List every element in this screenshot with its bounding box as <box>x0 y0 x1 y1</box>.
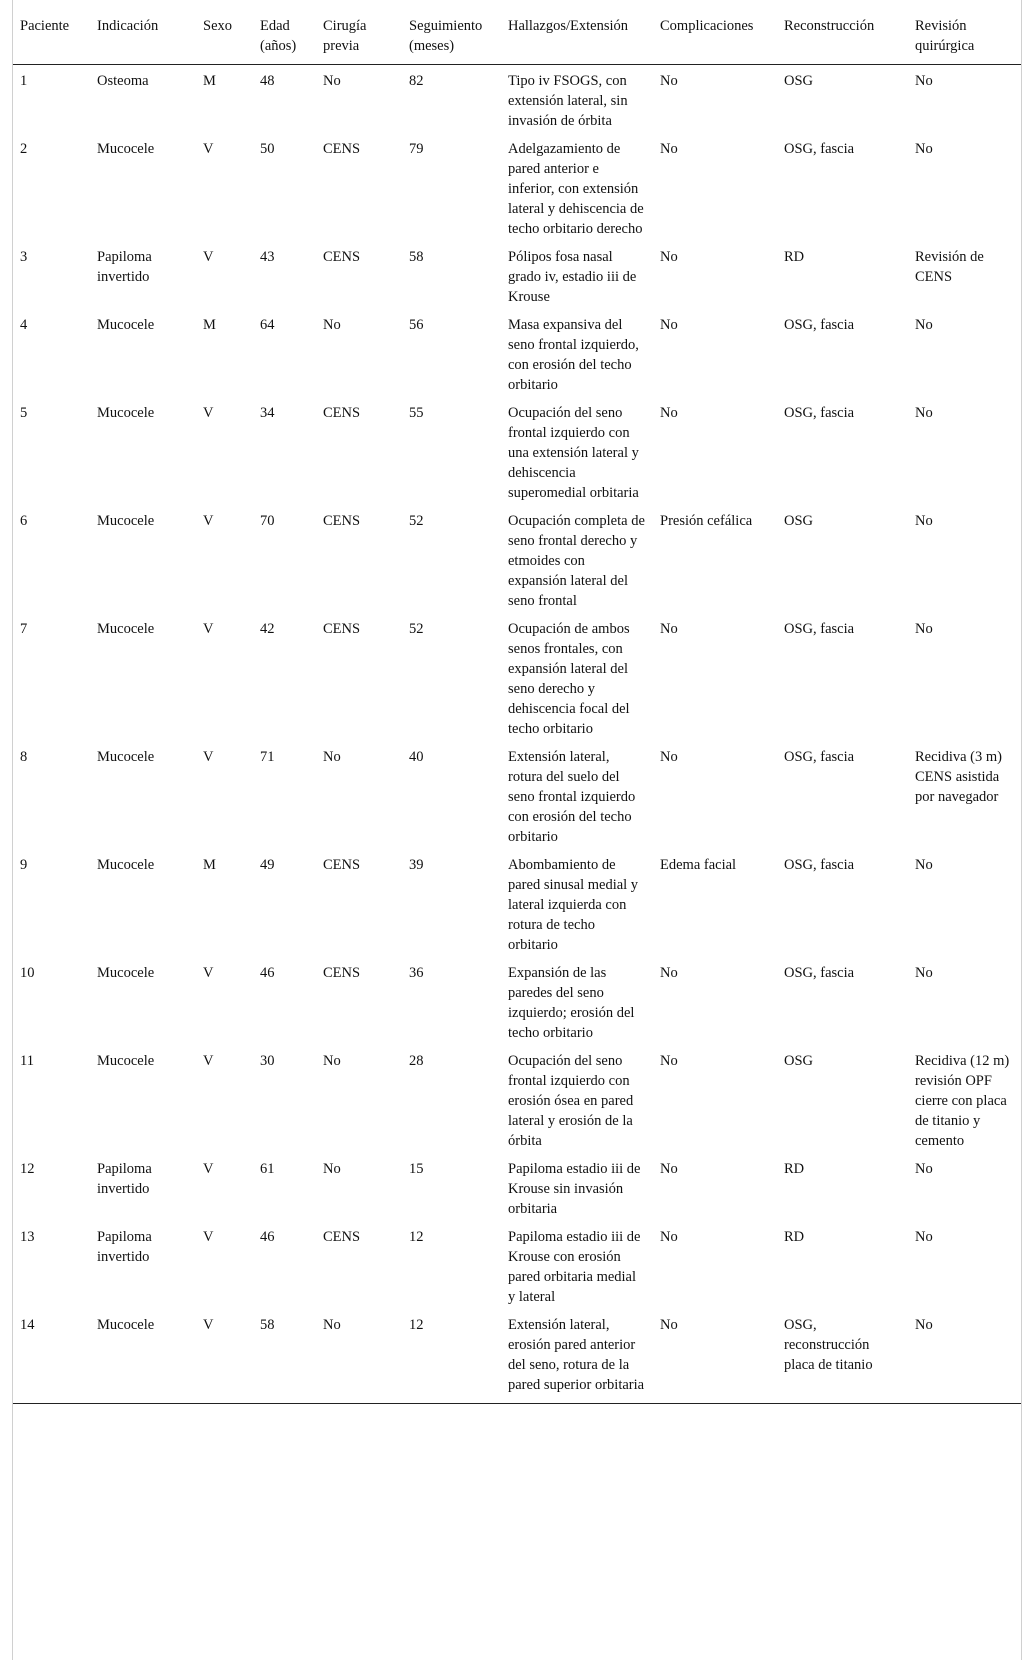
cell-seguimiento: 56 <box>409 317 424 333</box>
cell-sexo: V <box>203 1229 214 1245</box>
cell-revision: Recidiva (3 m) CENS asistida por navegador <box>915 749 1002 805</box>
cell-indicacion: Mucocele <box>97 621 155 637</box>
table-row <box>12 397 1022 505</box>
cell-revision: No <box>915 621 933 637</box>
cell-sexo: V <box>203 1053 214 1069</box>
cell-indicacion: Mucocele <box>97 1053 155 1069</box>
col-header-sexo: Sexo <box>195 0 252 65</box>
cell-reconstruccion: OSG <box>784 1053 814 1069</box>
cell-indicacion: Mucocele <box>97 513 155 529</box>
cell-reconstruccion: OSG, fascia <box>784 749 855 765</box>
cell-paciente: 6 <box>20 513 28 529</box>
cell-complicaciones: No <box>660 749 678 765</box>
cell-edad: 42 <box>260 621 275 637</box>
cell-cirugia: CENS <box>323 513 361 529</box>
cell-complicaciones: No <box>660 1161 678 1177</box>
cell-seguimiento: 15 <box>409 1161 424 1177</box>
cell-complicaciones: No <box>660 73 678 89</box>
cell-edad: 50 <box>260 141 275 157</box>
cell-paciente: 14 <box>12 1309 89 1404</box>
cell-edad: 64 <box>260 317 275 333</box>
cell-complicaciones: No <box>660 249 678 265</box>
cell-cirugia: CENS <box>323 1229 361 1245</box>
cell-sexo: V <box>195 1309 252 1404</box>
cell-edad: 49 <box>260 857 275 873</box>
cell-sexo: M <box>203 73 216 89</box>
cell-complicaciones: No <box>660 1229 678 1245</box>
cell-edad: 30 <box>260 1053 275 1069</box>
cell-hallazgos: Masa expansiva del seno frontal izquierdo, con erosión del techo orbitario <box>508 317 639 393</box>
cell-hallazgos: Adelgazamiento de pared anterior e inferior, con extensión lateral y dehiscencia de techo orbitario derecho <box>508 141 644 237</box>
cell-indicacion: Mucocele <box>97 749 155 765</box>
cell-cirugia: No <box>323 317 341 333</box>
table-row <box>12 241 1022 309</box>
cell-edad: 46 <box>260 965 275 981</box>
cell-seguimiento: 12 <box>409 1229 424 1245</box>
cell-revision: No <box>915 1229 933 1245</box>
cell-cirugia: No <box>323 749 341 765</box>
table-row <box>12 613 1022 741</box>
table-row <box>12 309 1022 397</box>
cell-seguimiento: 52 <box>409 621 424 637</box>
table-row <box>12 133 1022 241</box>
cell-sexo: V <box>203 405 214 421</box>
cell-edad: 61 <box>260 1161 275 1177</box>
cell-hallazgos: Expansión de las paredes del seno izquierdo; erosión del techo orbitario <box>508 965 635 1041</box>
cell-revision: Revisión de CENS <box>915 249 984 285</box>
table-row <box>12 505 1022 613</box>
cell-complicaciones: No <box>660 405 678 421</box>
cell-edad: 58 <box>252 1309 315 1404</box>
cell-seguimiento: 55 <box>409 405 424 421</box>
cell-revision: No <box>915 1161 933 1177</box>
col-header-edad: Edad (años) <box>252 0 315 65</box>
cell-cirugia: No <box>315 1309 401 1404</box>
cell-indicacion: Osteoma <box>97 73 149 89</box>
table-row <box>12 1309 1022 1404</box>
cell-reconstruccion: OSG, fascia <box>784 965 855 981</box>
cell-indicacion: Papiloma invertido <box>97 1161 152 1197</box>
cell-paciente: 7 <box>20 621 28 637</box>
cell-complicaciones: No <box>660 317 678 333</box>
cell-paciente: 9 <box>20 857 28 873</box>
cell-edad: 46 <box>260 1229 275 1245</box>
cell-cirugia: CENS <box>323 405 361 421</box>
cell-paciente: 13 <box>20 1229 35 1245</box>
cell-hallazgos: Papiloma estadio iii de Krouse con erosión pared orbitaria medial y lateral <box>508 1229 641 1305</box>
cell-complicaciones: No <box>660 965 678 981</box>
cell-reconstruccion: OSG <box>784 73 814 89</box>
cell-hallazgos: Ocupación del seno frontal izquierdo con erosión ósea en pared lateral y erosión de la órbita <box>508 1053 634 1149</box>
table-row <box>12 1221 1022 1309</box>
cell-hallazgos: Extensión lateral, rotura del suelo del seno frontal izquierdo con erosión del techo orbitario <box>508 749 636 845</box>
cell-seguimiento: 52 <box>409 513 424 529</box>
col-header-revision: Revisión quirúrgica <box>907 0 1022 65</box>
cell-paciente: 2 <box>20 141 28 157</box>
table-row <box>12 849 1022 957</box>
cell-paciente: 4 <box>20 317 28 333</box>
cell-complicaciones: No <box>660 1053 678 1069</box>
cell-cirugia: CENS <box>323 857 361 873</box>
cell-cirugia: No <box>323 1161 341 1177</box>
cell-revision: No <box>915 141 933 157</box>
cell-edad: 43 <box>260 249 275 265</box>
cell-hallazgos: Abombamiento de pared sinusal medial y lateral izquierda con rotura de techo orbitario <box>508 857 639 953</box>
cell-revision: No <box>915 317 933 333</box>
cell-revision: No <box>915 965 933 981</box>
col-header-reconstruccion: Reconstrucción <box>776 0 907 65</box>
cell-revision: No <box>915 857 933 873</box>
cell-cirugia: CENS <box>323 249 361 265</box>
cell-edad: 48 <box>260 73 275 89</box>
cell-indicacion: Papiloma invertido <box>97 249 152 285</box>
cell-reconstruccion: OSG, fascia <box>784 857 855 873</box>
table-container <box>12 0 1022 1669</box>
table-row <box>12 65 1022 134</box>
col-header-complicaciones: Complicaciones <box>652 0 776 65</box>
table-body <box>12 65 1022 1404</box>
cell-indicacion: Mucocele <box>89 1309 195 1404</box>
cell-revision: No <box>915 513 933 529</box>
cell-reconstruccion: OSG, fascia <box>784 317 855 333</box>
col-header-hallazgos: Hallazgos/Extensión <box>500 0 652 65</box>
cell-sexo: V <box>203 141 214 157</box>
cell-hallazgos: Tipo iv FSOGS, con extensión lateral, sin invasión de órbita <box>508 73 628 129</box>
cell-complicaciones: No <box>660 141 678 157</box>
cell-paciente: 1 <box>20 73 28 89</box>
cell-complicaciones: Presión cefálica <box>660 513 753 529</box>
cell-indicacion: Papiloma invertido <box>97 1229 152 1265</box>
cell-sexo: M <box>203 857 216 873</box>
cell-paciente: 11 <box>20 1053 34 1069</box>
cell-hallazgos: Ocupación de ambos senos frontales, con expansión lateral del seno derecho y dehiscencia focal del techo orbitario <box>508 621 630 737</box>
cell-reconstruccion: RD <box>784 1229 805 1245</box>
cell-seguimiento: 82 <box>409 73 424 89</box>
cell-indicacion: Mucocele <box>97 965 155 981</box>
cell-sexo: V <box>203 749 214 765</box>
cell-indicacion: Mucocele <box>97 141 155 157</box>
cell-reconstruccion: OSG, fascia <box>784 141 855 157</box>
col-header-indicacion: Indicación <box>89 0 195 65</box>
cell-revision: No <box>915 73 933 89</box>
cell-cirugia: CENS <box>323 621 361 637</box>
cell-seguimiento: 40 <box>409 749 424 765</box>
cell-reconstruccion: OSG <box>784 513 814 529</box>
cell-reconstruccion: OSG, fascia <box>784 405 855 421</box>
cell-edad: 34 <box>260 405 275 421</box>
cell-revision: Recidiva (12 m) revisión OPF cierre con placa de titanio y cemento <box>915 1053 1010 1149</box>
table-row <box>12 1045 1022 1153</box>
cell-reconstruccion: OSG, reconstrucción placa de titanio <box>776 1309 907 1404</box>
cell-sexo: V <box>203 621 214 637</box>
cell-revision: No <box>907 1309 1022 1404</box>
cell-sexo: V <box>203 1161 214 1177</box>
table-row <box>12 957 1022 1045</box>
cell-paciente: 3 <box>20 249 28 265</box>
cell-hallazgos: Pólipos fosa nasal grado iv, estadio iii de Krouse <box>508 249 637 305</box>
cell-paciente: 10 <box>20 965 35 981</box>
cell-seguimiento: 79 <box>409 141 424 157</box>
cell-paciente: 5 <box>20 405 28 421</box>
cell-paciente: 12 <box>20 1161 35 1177</box>
cell-revision: No <box>915 405 933 421</box>
table-row <box>12 1153 1022 1221</box>
cell-complicaciones: Edema facial <box>660 857 737 873</box>
cell-seguimiento: 28 <box>409 1053 424 1069</box>
cell-cirugia: No <box>323 73 341 89</box>
col-header-seguimiento: Seguimiento (meses) <box>401 0 500 65</box>
cell-reconstruccion: RD <box>784 1161 805 1177</box>
cell-cirugia: CENS <box>323 965 361 981</box>
right-border <box>1021 0 1022 1660</box>
cell-sexo: V <box>203 965 214 981</box>
header-row <box>12 0 1022 65</box>
col-header-cirugia: Cirugía previa <box>315 0 401 65</box>
patients-table <box>12 0 1022 1404</box>
cell-hallazgos: Papiloma estadio iii de Krouse sin invasión orbitaria <box>508 1161 641 1217</box>
cell-hallazgos: Ocupación del seno frontal izquierdo con una extensión lateral y dehiscencia superomedial orbitaria <box>508 405 639 501</box>
cell-seguimiento: 36 <box>409 965 424 981</box>
left-border <box>12 0 13 1660</box>
cell-seguimiento: 58 <box>409 249 424 265</box>
cell-indicacion: Mucocele <box>97 317 155 333</box>
cell-seguimiento: 39 <box>409 857 424 873</box>
cell-complicaciones: No <box>652 1309 776 1404</box>
cell-indicacion: Mucocele <box>97 857 155 873</box>
cell-seguimiento: 12 <box>401 1309 500 1404</box>
cell-reconstruccion: RD <box>784 249 805 265</box>
table-row <box>12 741 1022 849</box>
cell-cirugia: CENS <box>323 141 361 157</box>
cell-indicacion: Mucocele <box>97 405 155 421</box>
cell-complicaciones: No <box>660 621 678 637</box>
col-header-paciente: Paciente <box>12 0 89 65</box>
cell-cirugia: No <box>323 1053 341 1069</box>
cell-edad: 70 <box>260 513 275 529</box>
cell-hallazgos: Ocupación completa de seno frontal derecho y etmoides con expansión lateral del seno frontal <box>508 513 645 609</box>
cell-reconstruccion: OSG, fascia <box>784 621 855 637</box>
cell-hallazgos: Extensión lateral, erosión pared anterior del seno, rotura de la pared superior orbitaria <box>500 1309 652 1404</box>
cell-sexo: M <box>203 317 216 333</box>
cell-sexo: V <box>203 513 214 529</box>
cell-sexo: V <box>203 249 214 265</box>
cell-edad: 71 <box>260 749 275 765</box>
cell-paciente: 8 <box>20 749 28 765</box>
